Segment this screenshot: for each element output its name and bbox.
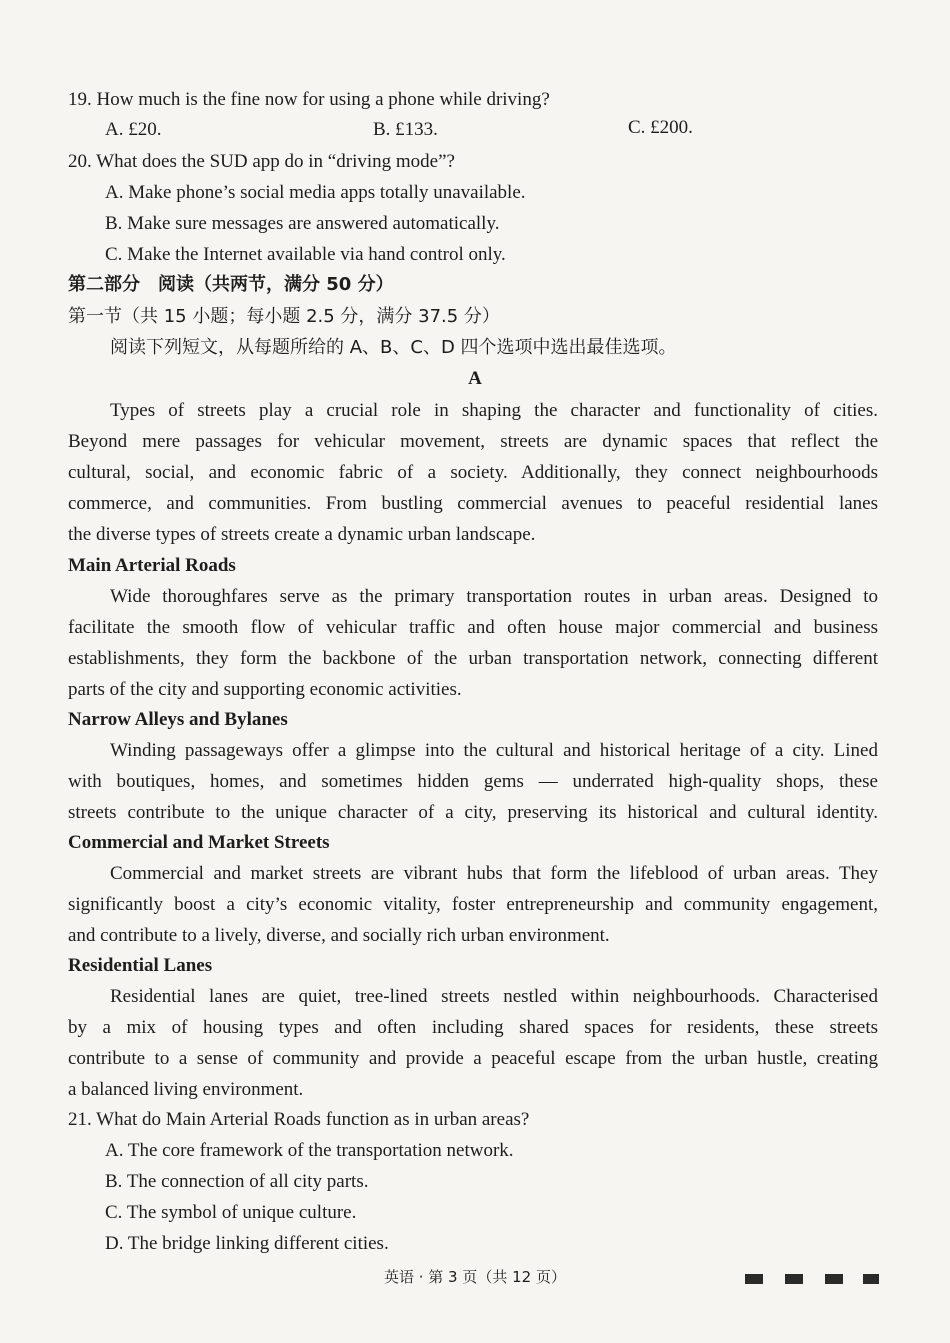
arterial-line-3: establishments, they form the backbone of the urban transportation network, connecting different xyxy=(68,648,878,669)
section-title-commercial-streets: Commercial and Market Streets xyxy=(68,832,330,853)
commercial-line-3: and contribute to a lively, diverse, and socially rich urban environment. xyxy=(68,925,610,946)
residential-line-3: contribute to a sense of community and provide a peaceful escape from the urban hustle, creating xyxy=(68,1048,878,1069)
arterial-line-4: parts of the city and supporting economic activities. xyxy=(68,679,462,700)
alleys-line-3: streets contribute to the unique character of a city, preserving its historical and cultural identity. xyxy=(68,802,878,823)
question-20-option-a: A. Make phone’s social media apps totally unavailable. xyxy=(105,182,526,203)
section-title-narrow-alleys: Narrow Alleys and Bylanes xyxy=(68,709,288,730)
part-two-heading: 第二部分 阅读（共两节，满分 50 分） xyxy=(68,274,394,295)
residential-line-2: by a mix of housing types and often including shared spaces for residents, these streets xyxy=(68,1017,878,1038)
intro-line-1: Types of streets play a crucial role in shaping the character and functionality of cities. xyxy=(110,400,878,421)
question-19-option-a: A. £20. xyxy=(105,119,162,140)
question-20-stem: 20. What does the SUD app do in “driving mode”? xyxy=(68,151,455,172)
question-21-option-a: A. The core framework of the transportation network. xyxy=(105,1140,514,1161)
reading-instruction: 阅读下列短文，从每题所给的 A、B、C、D 四个选项中选出最佳选项。 xyxy=(110,337,677,358)
page-footer: 英语 · 第 3 页（共 12 页） xyxy=(383,1268,566,1286)
intro-line-2: Beyond mere passages for vehicular movement, streets are dynamic spaces that reflect the xyxy=(68,431,878,452)
arterial-line-1: Wide thoroughfares serve as the primary transportation routes in urban areas. Designed to xyxy=(110,586,878,607)
alleys-line-1: Winding passageways offer a glimpse into the cultural and historical heritage of a city. Lined xyxy=(110,740,878,761)
question-19-option-c: C. £200. xyxy=(628,117,693,138)
commercial-line-1: Commercial and market streets are vibrant hubs that form the lifeblood of urban areas. They xyxy=(110,863,878,884)
alleys-line-2: with boutiques, homes, and sometimes hidden gems — underrated high-quality shops, these xyxy=(68,771,878,792)
section-title-main-arterial-roads: Main Arterial Roads xyxy=(68,555,236,576)
arterial-line-2: facilitate the smooth flow of vehicular traffic and often house major commercial and business xyxy=(68,617,878,638)
residential-line-4: a balanced living environment. xyxy=(68,1079,304,1100)
residential-line-1: Residential lanes are quiet, tree-lined streets nestled within neighbourhoods. Characterised xyxy=(110,986,878,1007)
question-21-stem: 21. What do Main Arterial Roads function as in urban areas? xyxy=(68,1109,530,1130)
section-title-residential-lanes: Residential Lanes xyxy=(68,955,213,976)
intro-line-3: cultural, social, and economic fabric of a society. Additionally, they connect neighbourhoods xyxy=(68,462,878,483)
scan-mark xyxy=(863,1274,879,1284)
intro-line-5: the diverse types of streets create a dynamic urban landscape. xyxy=(68,524,536,545)
question-19-option-b: B. £133. xyxy=(373,119,438,140)
question-21-option-d: D. The bridge linking different cities. xyxy=(105,1233,389,1254)
commercial-line-2: significantly boost a city’s economic vitality, foster entrepreneurship and community engagement, xyxy=(68,894,878,915)
question-20-option-c: C. Make the Internet available via hand control only. xyxy=(105,244,506,265)
question-20-option-b: B. Make sure messages are answered automatically. xyxy=(105,213,500,234)
scan-mark xyxy=(745,1274,763,1284)
question-21-option-c: C. The symbol of unique culture. xyxy=(105,1202,357,1223)
scan-mark xyxy=(825,1274,843,1284)
intro-line-4: commerce, and communities. From bustling commercial avenues to peaceful residential lanes xyxy=(68,493,878,514)
question-21-option-b: B. The connection of all city parts. xyxy=(105,1171,369,1192)
scan-mark xyxy=(785,1274,803,1284)
section-one-heading: 第一节（共 15 小题；每小题 2.5 分，满分 37.5 分） xyxy=(68,306,500,327)
question-19-stem: 19. How much is the fine now for using a phone while driving? xyxy=(68,89,550,110)
passage-letter: A xyxy=(468,368,482,389)
